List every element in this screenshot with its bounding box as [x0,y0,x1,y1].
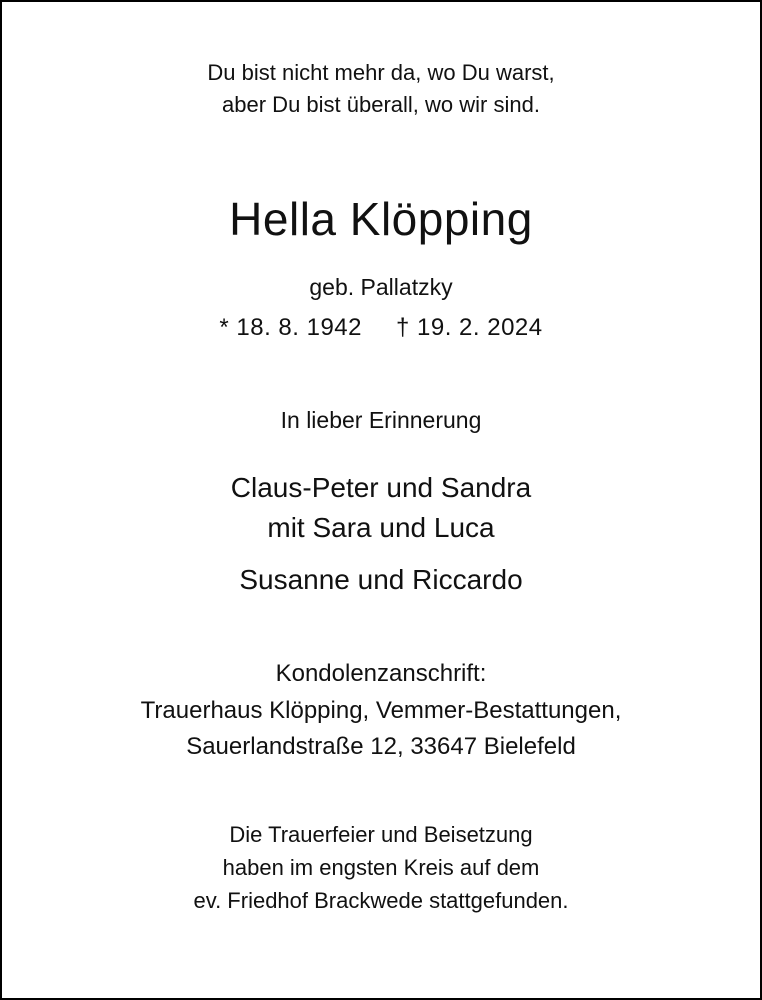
family-line-3: Susanne und Riccardo [239,564,523,595]
condolence-address-line-1: Trauerhaus Klöpping, Vemmer-Bestattungen, [140,697,622,724]
family-line-1: Claus-Peter und Sandra [230,472,532,503]
condolence-heading: Kondolenzanschrift: [275,660,487,687]
death-date: † 19. 2. 2024 [396,314,543,341]
birth-name: geb. Pallatzky [309,274,453,300]
funeral-line-3: ev. Friedhof Brackwede stattgefunden. [193,888,569,913]
motto-line-1: Du bist nicht mehr da, wo Du warst, [207,60,555,85]
funeral-line-2: haben im engsten Kreis auf dem [222,855,540,880]
birth-date: * 18. 8. 1942 [219,314,362,341]
family-line-2: mit Sara und Luca [267,512,495,543]
life-dates [2,314,760,342]
motto-line-2: aber Du bist überall, wo wir sind. [222,92,540,117]
deceased-name: Hella Klöpping [229,193,533,245]
condolence-address-line-2: Sauerlandstraße 12, 33647 Bielefeld [186,733,576,760]
funeral-line-1: Die Trauerfeier und Beisetzung [229,822,533,847]
remembrance-text: In lieber Erinnerung [280,407,482,433]
